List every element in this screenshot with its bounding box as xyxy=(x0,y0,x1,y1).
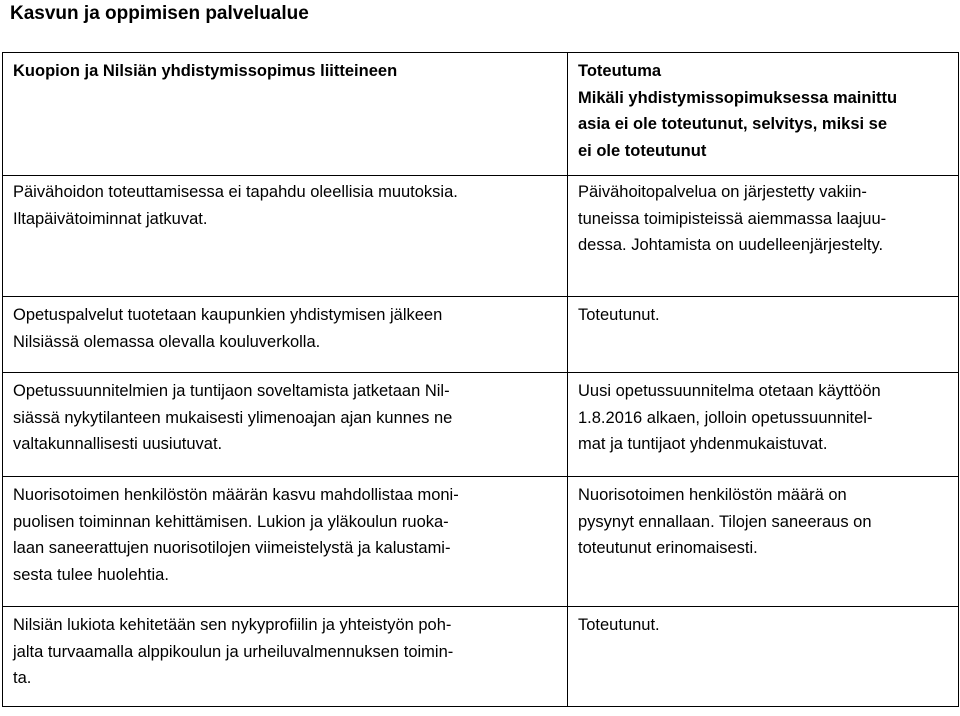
text-line: toteutunut erinomaisesti. xyxy=(578,539,758,557)
row-realization-cell xyxy=(568,373,959,477)
table-header-row xyxy=(3,53,959,176)
row-agreement-text xyxy=(3,297,567,355)
row-realization-cell xyxy=(568,297,959,373)
table-row xyxy=(3,477,959,607)
table-row xyxy=(3,607,959,707)
row-agreement-cell xyxy=(3,477,568,607)
row-realization-cell xyxy=(568,176,959,297)
row-agreement-text xyxy=(3,176,567,232)
text-line: mat ja tuntijaot yhdenmukaistuvat. xyxy=(578,435,828,453)
text-line: puolisen toiminnan kehittämisen. Lukion ja yläkoulun ruoka- xyxy=(13,512,449,531)
text-line: Päivähoitopalvelua on järjestetty vakiin- xyxy=(578,183,867,201)
text-line: Uusi opetussuunnitelma otetaan käyttöön xyxy=(578,382,881,400)
text-line: Nilsiässä olemassa olevalla kouluverkolla. xyxy=(13,332,321,351)
text-line: jalta turvaamalla alppikoulun ja urheiluvalmennuksen toimin- xyxy=(13,642,454,661)
row-agreement-cell xyxy=(3,297,568,373)
text-line: Iltapäivätoiminnat jatkuvat. xyxy=(13,209,208,228)
header-right-line: Toteutuma xyxy=(578,62,662,80)
text-line: ta. xyxy=(13,669,32,687)
text-line: Toteutunut. xyxy=(578,306,660,324)
header-right-line: Mikäli yhdistymissopimuksessa mainittu xyxy=(578,88,898,107)
header-right-line: ei ole toteutunut xyxy=(578,141,707,160)
header-cell-agreement xyxy=(3,53,568,176)
row-agreement-text xyxy=(3,373,567,458)
row-realization-text xyxy=(568,176,958,259)
agreement-table xyxy=(2,52,959,707)
text-line: laan saneerattujen nuorisotilojen viimeistelystä ja kalustami- xyxy=(13,539,451,557)
text-line: Opetussuunnitelmien ja tuntijaon soveltamista jatketaan Nil- xyxy=(13,382,450,400)
row-agreement-cell xyxy=(3,607,568,707)
row-realization-text xyxy=(568,607,958,639)
row-realization-text xyxy=(568,373,958,458)
text-line: Nuorisotoimen henkilöstön määrä on xyxy=(578,486,847,504)
text-line: Opetuspalvelut tuotetaan kaupunkien yhdistymisen jälkeen xyxy=(13,306,443,324)
row-agreement-cell xyxy=(3,176,568,297)
text-line: 1.8.2016 alkaen, jolloin opetussuunnitel- xyxy=(578,408,873,427)
header-right-text xyxy=(568,53,958,164)
text-line: tuneissa toimipisteissä aiemmassa laajuu- xyxy=(578,209,887,228)
row-agreement-text xyxy=(3,477,567,588)
text-line: dessa. Johtamista on uudelleenjärjestelty. xyxy=(578,236,884,254)
text-line: valtakunnallisesti uusiutuvat. xyxy=(13,435,223,453)
text-line: Päivähoidon toteuttamisessa ei tapahdu oleellisia muutoksia. xyxy=(13,183,458,201)
table-row xyxy=(3,373,959,477)
text-line: Toteutunut. xyxy=(578,616,660,634)
row-agreement-text xyxy=(3,607,567,692)
text-line: siässä nykytilanteen mukaisesti ylimenoajan ajan kunnes ne xyxy=(13,408,453,427)
header-cell-realization xyxy=(568,53,959,176)
row-agreement-cell xyxy=(3,373,568,477)
text-line: Nilsiän lukiota kehitetään sen nykyprofiilin ja yhteistyön poh- xyxy=(13,616,452,634)
row-realization-text xyxy=(568,477,958,562)
header-right-line: asia ei ole toteutunut, selvitys, miksi se xyxy=(578,115,888,133)
page-title: Kasvun ja oppimisen palvelualue xyxy=(10,3,309,24)
row-realization-cell xyxy=(568,607,959,707)
text-line: pysynyt ennallaan. Tilojen saneeraus on xyxy=(578,512,872,531)
table-row xyxy=(3,176,959,297)
table-row xyxy=(3,297,959,373)
header-left-text: Kuopion ja Nilsiän yhdistymissopimus liitteineen xyxy=(13,62,398,80)
text-line: sesta tulee huolehtia. xyxy=(13,565,169,584)
row-realization-text xyxy=(568,297,958,329)
row-realization-cell xyxy=(568,477,959,607)
text-line: Nuorisotoimen henkilöstön määrän kasvu mahdollistaa moni- xyxy=(13,486,459,504)
